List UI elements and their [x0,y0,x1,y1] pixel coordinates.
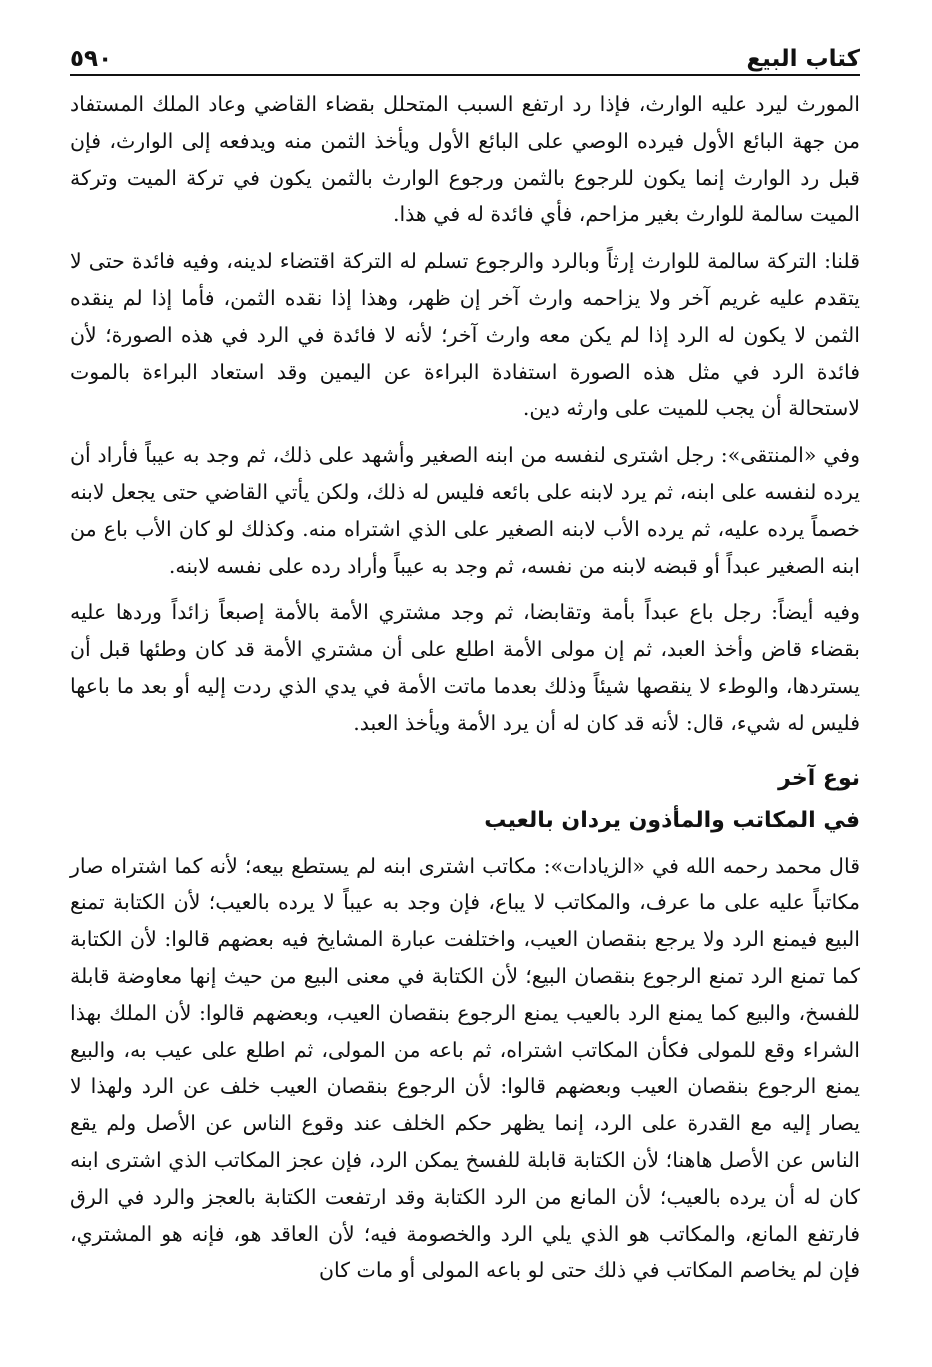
paragraph: وفي «المنتقى»: رجل اشترى لنفسه من ابنه الصغير وأشهد على ذلك، ثم وجد به عيباً فأراد أن يرده لنفسه على ابنه، ثم يرد لابنه على بائعه فليس له ذلك، ولكن يأتي القاضي حتى يجعل لابنه خصماً يرده عليه، ثم يرده الأب لابنه الصغير على الذي اشتراه منه. وكذلك لو كان الأب باع من ابنه الصغير عبداً أو قبضه لابنه من نفسه، ثم وجد به عيباً وأراد رده على نفسه لابنه. [70,443,860,578]
section-title: نوع آخر [778,765,860,791]
book-page [70,28,860,1348]
running-title: كتاب البيع [746,46,860,72]
page-body [70,86,860,1289]
paragraph: قال محمد رحمه الله في «الزيادات»: مكاتب اشترى ابنه لم يستطع بيعه؛ لأنه كما اشتراه صار مكاتباً عليه على ما عرف، والمكاتب لا يباع، فإن وجد به عيباً لا يرده بالعيب؛ لأن الكتابة تمنع البيع فيمنع الرد ولا يرجع بنقصان العيب، واختلفت عبارة المشايخ فيه بعضهم قالوا: لأن الكتابة كما تمنع الرد تمنع الرجوع بنقصان البيع؛ لأن الكتابة في معنى البيع من حيث إنها معاوضة قابلة للفسخ، والبيع كما يمنع الرد بالعيب يمنع الرجوع بنقصان العيب، وبعضهم قالوا: لأن الملك بهذا الشراء وقع للمولى فكأن المكاتب اشتراه، ثم باعه من المولى، ثم اطلع على عيب به، والبيع يمنع الرجوع بنقصان العيب وبعضهم قالوا: لأن الرجوع بنقصان العيب خلف عن الرد ولهذا لا يصار إليه مع القدرة على الرد، إنما يظهر حكم الخلف عند وقوع الناس عن الأصل ولم يقع الناس عن الأصل هاهنا؛ لأن الكتابة قابلة للفسخ يمكن الرد، فإن عجز المكاتب الذي اشترى ابنه كان له أن يرده بالعيب؛ لأن المانع من الرد الكتابة وقد ارتفعت الكتابة بالعجز والرد في الرق فارتفع المانع، والمكاتب هو الذي يلي الرد والخصومة فيه؛ لأن العاقد هو، فإنه هو المشتري، فإن لم يخاصم المكاتب في ذلك حتى لو باعه المولى أو مات كان [70,853,860,1283]
header-rule [70,74,860,76]
paragraph: قلنا: التركة سالمة للوارث إرثاً وبالرد والرجوع تسلم له التركة اقتضاء لدينه، وفيه فائدة حتى لا يتقدم عليه غريم آخر ولا يزاحمه وارث آخر إن ظهر، وهذا إذا نقده الثمن، فأما إذا لم ينقده الثمن لا يكون له الرد إذا لم يكن معه وارث آخر؛ لأنه لا فائدة في الرد في هذه الصورة؛ لأن فائدة الرد في مثل هذه الصورة استفادة البراءة عن اليمين وقد استعاد البراءة بالموت لاستحالة أن يجب للميت على وارثه دين. [70,249,860,421]
page-number: ٥٩٠ [70,46,113,72]
section-subtitle: في المكاتب والمأذون يردان بالعيب [484,807,860,833]
paragraph: وفيه أيضاً: رجل باع عبداً بأمة وتقابضا، ثم وجد مشتري الأمة بالأمة إصبعاً زائداً وردها عليه بقضاء قاض وأخذ العبد، ثم إن مولى الأمة اطلع على أن مشتري الأمة قد كان وطئها قبل أن يستردها، والوطء لا ينقصها شيئاً وذلك بعدما ماتت الأمة في يدي الذي ردت إليه أو بعد ما باعها فليس له شيء، قال: لأنه قد كان له أن يرد الأمة ويأخذ العبد. [70,600,860,735]
paragraph: المورث ليرد عليه الوارث، فإذا رد ارتفع السبب المتحلل بقضاء القاضي وعاد الملك المستفاد من جهة البائع الأول فيرده الوصي على البائع الأول ويأخذ الثمن منه ويدفعه إلى الوارث، فإن قبل رد الوارث إنما يكون للرجوع بالثمن ورجوع الوارث بالثمن يكون في تركة الميت وتركة الميت سالمة للوارث بغير مزاحم، فأي فائدة له في هذا. [70,92,860,227]
running-header [70,28,860,72]
